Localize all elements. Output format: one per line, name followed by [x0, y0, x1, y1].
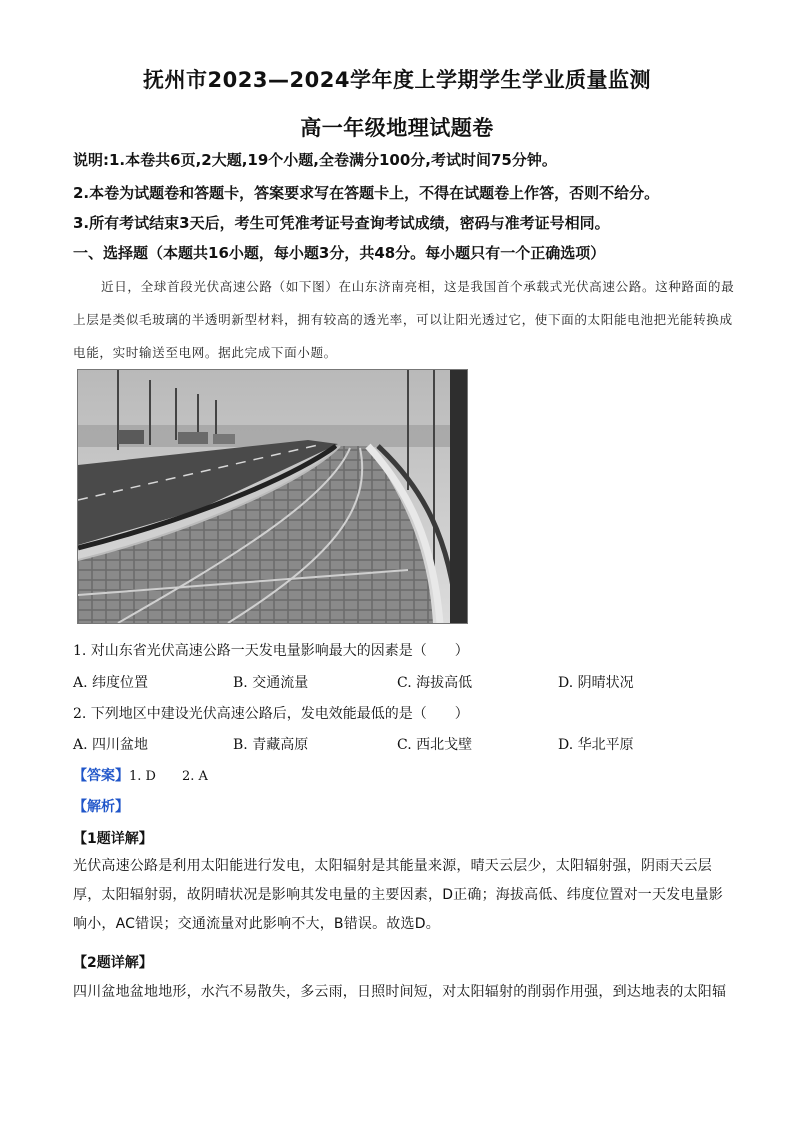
reading-passage: 近日，全球首段光伏高速公路（如下图）在山东济南亮相，这是我国首个承载式光伏高速公路。这种路面的最上层是类似毛玻璃的半透明新型材料，拥有较高的透光率，可以让阳光透过它，使下面的太阳能电池把光能转换成电能，实时输送至电网。据此完成下面小题。 [73, 279, 735, 360]
highway-photo [77, 369, 468, 624]
answer-line [73, 765, 208, 785]
detail-2-label: 【2题详解】 [73, 955, 153, 971]
answer-text: 1. D 2. A [129, 769, 208, 784]
exam-subtitle: 高一年级地理试题卷 [300, 116, 494, 140]
instruction-note-3: 3.所有考试结束3天后，考生可凭准考证号查询考试成绩，密码与准考证号相同。 [73, 214, 610, 232]
question-2-option-c[interactable]: C. 西北戈壁 [397, 737, 473, 753]
question-2-option-a[interactable]: A. 四川盆地 [73, 737, 149, 753]
instruction-note-1: 说明:1.本卷共6页,2大题,19个小题,全卷满分100分,考试时间75分钟。 [73, 151, 557, 169]
analysis-line [73, 796, 129, 816]
question-1-stem: 1. 对山东省光伏高速公路一天发电量影响最大的因素是（ ） [73, 643, 469, 659]
detail-2-text: 四川盆地盆地地形，水汽不易散失，多云雨，日照时间短，对太阳辐射的削弱作用强，到达地表的太阳辐 [73, 984, 727, 1000]
instruction-note-2: 2.本卷为试题卷和答题卡，答案要求写在答题卡上，不得在试题卷上作答，否则不给分。 [73, 184, 660, 202]
answer-label: 【答案】 [73, 768, 129, 784]
question-2-option-d[interactable]: D. 华北平原 [558, 737, 634, 753]
exam-title: 抚州市2023—2024学年度上学期学生学业质量监测 [143, 68, 651, 92]
question-1-option-d[interactable]: D. 阴晴状况 [558, 675, 634, 691]
question-1-option-a[interactable]: A. 纬度位置 [73, 675, 149, 691]
analysis-label: 【解析】 [73, 799, 129, 815]
section-heading: 一、选择题（本题共16小题，每小题3分，共48分。每小题只有一个正确选项） [73, 244, 606, 262]
detail-1-label: 【1题详解】 [73, 831, 153, 847]
question-1-option-c[interactable]: C. 海拔高低 [397, 675, 473, 691]
detail-1-text: 光伏高速公路是利用太阳能进行发电，太阳辐射是其能量来源，晴天云层少，太阳辐射强，阴雨天云层厚，太阳辐射弱，故阴晴状况是影响其发电量的主要因素，D正确；海拔高低、纬度位置对一天发电量影响小，AC错误；交通流量对此影响不大，B错误。故选D。 [73, 858, 723, 932]
question-2-option-b[interactable]: B. 青藏高原 [233, 737, 309, 753]
question-1-option-b[interactable]: B. 交通流量 [233, 675, 309, 691]
question-2-stem: 2. 下列地区中建设光伏高速公路后，发电效能最低的是（ ） [73, 706, 469, 722]
